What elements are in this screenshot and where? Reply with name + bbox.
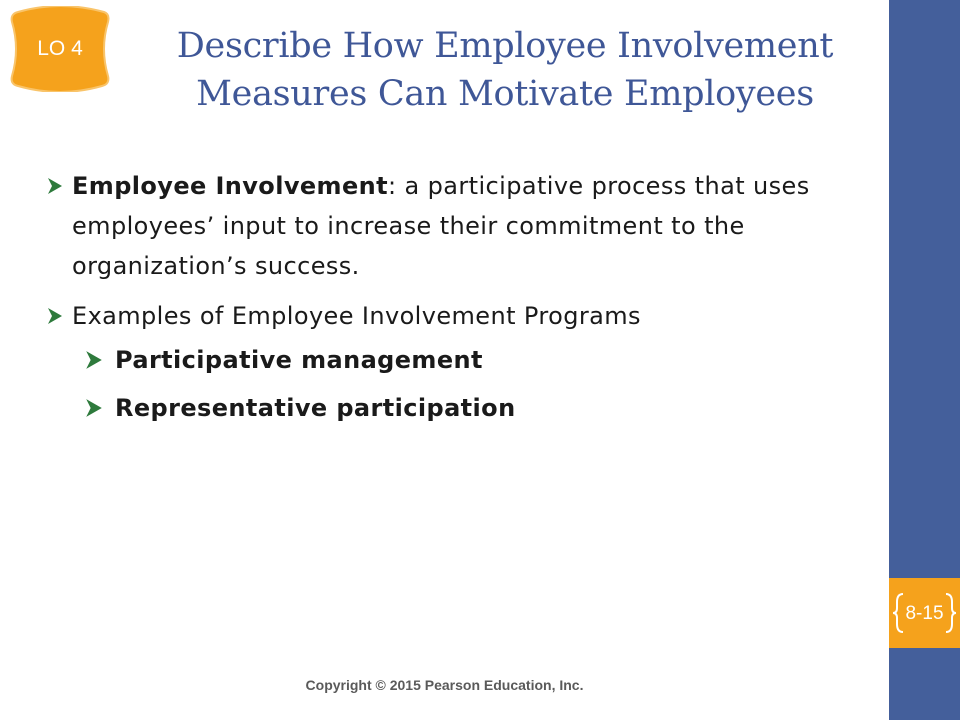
example-item-label: Participative management [115, 346, 483, 374]
example-item-participative-management [44, 336, 884, 384]
page-number: 8-15 [905, 603, 944, 624]
page-number-tab [889, 578, 960, 648]
examples-heading: Examples of Employee Involvement Programs [72, 302, 641, 330]
example-item-representative-participation [44, 384, 884, 432]
slide-title-line-2: Measures Can Motivate Employees [196, 74, 814, 114]
slide-title-line-1: Describe How Employee Involvement [176, 26, 834, 66]
arrow-bullet-icon [46, 307, 64, 325]
slide-title [120, 22, 890, 118]
arrow-bullet-icon [84, 398, 104, 418]
examples-bullet [44, 296, 884, 336]
slide-content [44, 166, 884, 432]
arrow-bullet-icon [84, 350, 104, 370]
arrow-bullet-icon [46, 177, 64, 195]
definition-text: : a participative process that uses employees’ input to increase their commitment to the organization’s success. [72, 172, 810, 280]
learning-objective-label: LO 4 [37, 37, 83, 60]
definition-bullet [44, 166, 884, 286]
example-item-label: Representative participation [115, 394, 516, 422]
definition-term: Employee Involvement [72, 172, 388, 200]
copyright-footer: Copyright © 2015 Pearson Education, Inc. [305, 677, 584, 693]
